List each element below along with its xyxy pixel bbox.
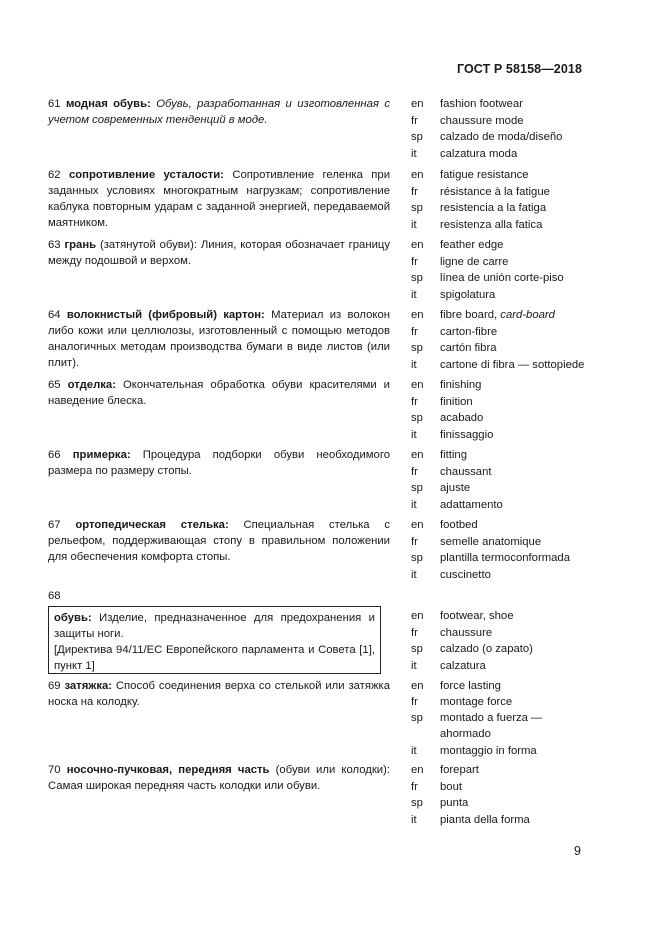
entry-70-definition: 70 носочно-пучковая, передняя часть (обуви или колодки): Самая широкая передняя часть колодки или обуви. xyxy=(48,764,391,792)
entry-62-equivalents: en fatigue resistance fr résistance à la fatigue sp resistencia a la fatiga it resistenza alla fatica xyxy=(411,169,550,231)
entry-68-source: [Директива 94/11/ЕС Европейского парламента и Совета [1], пункт 1] xyxy=(54,644,375,672)
entry-63-equivalents: en feather edge fr ligne de carre sp línea de unión corte-piso it spigolatura xyxy=(411,239,564,301)
entry-68-definition: обувь: Изделие, предназначенное для предохранения и защиты ноги. xyxy=(54,612,375,640)
entry-65-equivalents: en finishing fr finition sp acabado it finissaggio xyxy=(411,379,494,441)
term: модная обувь: xyxy=(65,98,151,110)
entry-61-definition: 61 модная обувь: Обувь, разработанная и изготовленная с учетом современных тенденций в моде. xyxy=(48,98,390,126)
entry-63-definition: 63 грань (затянутой обуви): Линия, которая обозначает границу между подошвой и верхом. xyxy=(48,239,391,267)
entry-67-equivalents: en footbed fr semelle anatomique sp plantilla termoconformada it cuscinetto xyxy=(411,519,570,581)
entry-69-definition: 69 затяжка: Способ соединения верха со стелькой или затяжка носка на колодку. xyxy=(48,680,390,708)
entry-61-equivalents: en fashion footwear fr chaussure mode sp calzado de moda/diseño it calzatura moda xyxy=(411,98,563,160)
entry-68-number: 68 xyxy=(48,590,61,602)
entry-64-equivalents: en fibre board, card-board fr carton-fibre sp cartón fibra it cartone di fibra — sottopiede xyxy=(411,309,585,371)
entry-69-equivalents: en force lasting fr montage force sp montado a fuerza — ahormado it montaggio in forma xyxy=(411,680,543,757)
entry-70-equivalents: en forepart fr bout sp punta it pianta della forma xyxy=(411,764,530,826)
entry-65-definition: 65 отделка: Окончательная обработка обуви красителями и наведение блеска. xyxy=(48,379,390,407)
entry-68-equivalents: en footwear, shoe fr chaussure sp calzado (o zapato) it calzatura xyxy=(411,610,533,672)
entry-68-box xyxy=(48,606,381,674)
entry-66-definition: 66 примерка: Процедура подборки обуви необходимого размера по размеру стопы. xyxy=(48,449,390,477)
standard-header: ГОСТ Р 58158—2018 xyxy=(456,62,582,76)
entry-62-definition: 62 сопротивление усталости: Сопротивление геленка при заданных условиях многократным нагрузкам; сопротивление каблука повторным ударам с заданной энергией, передаваемой маятником. xyxy=(48,169,391,229)
entry-66-equivalents: en fitting fr chaussant sp ajuste it adattamento xyxy=(411,449,503,511)
page-number: 9 xyxy=(574,844,581,858)
entry-67-definition: 67 ортопедическая стелька: Специальная стелька с рельефом, поддерживающая стопу в правильном положении для обеспечения комфорта стопы. xyxy=(48,519,390,563)
entry-64-definition: 64 волокнистый (фибровый) картон: Материал из волокон либо кожи или целлюлозы, изготовленный с помощью методов аналогичных методам производства бумаги в виде листов (или плит). xyxy=(48,309,391,369)
